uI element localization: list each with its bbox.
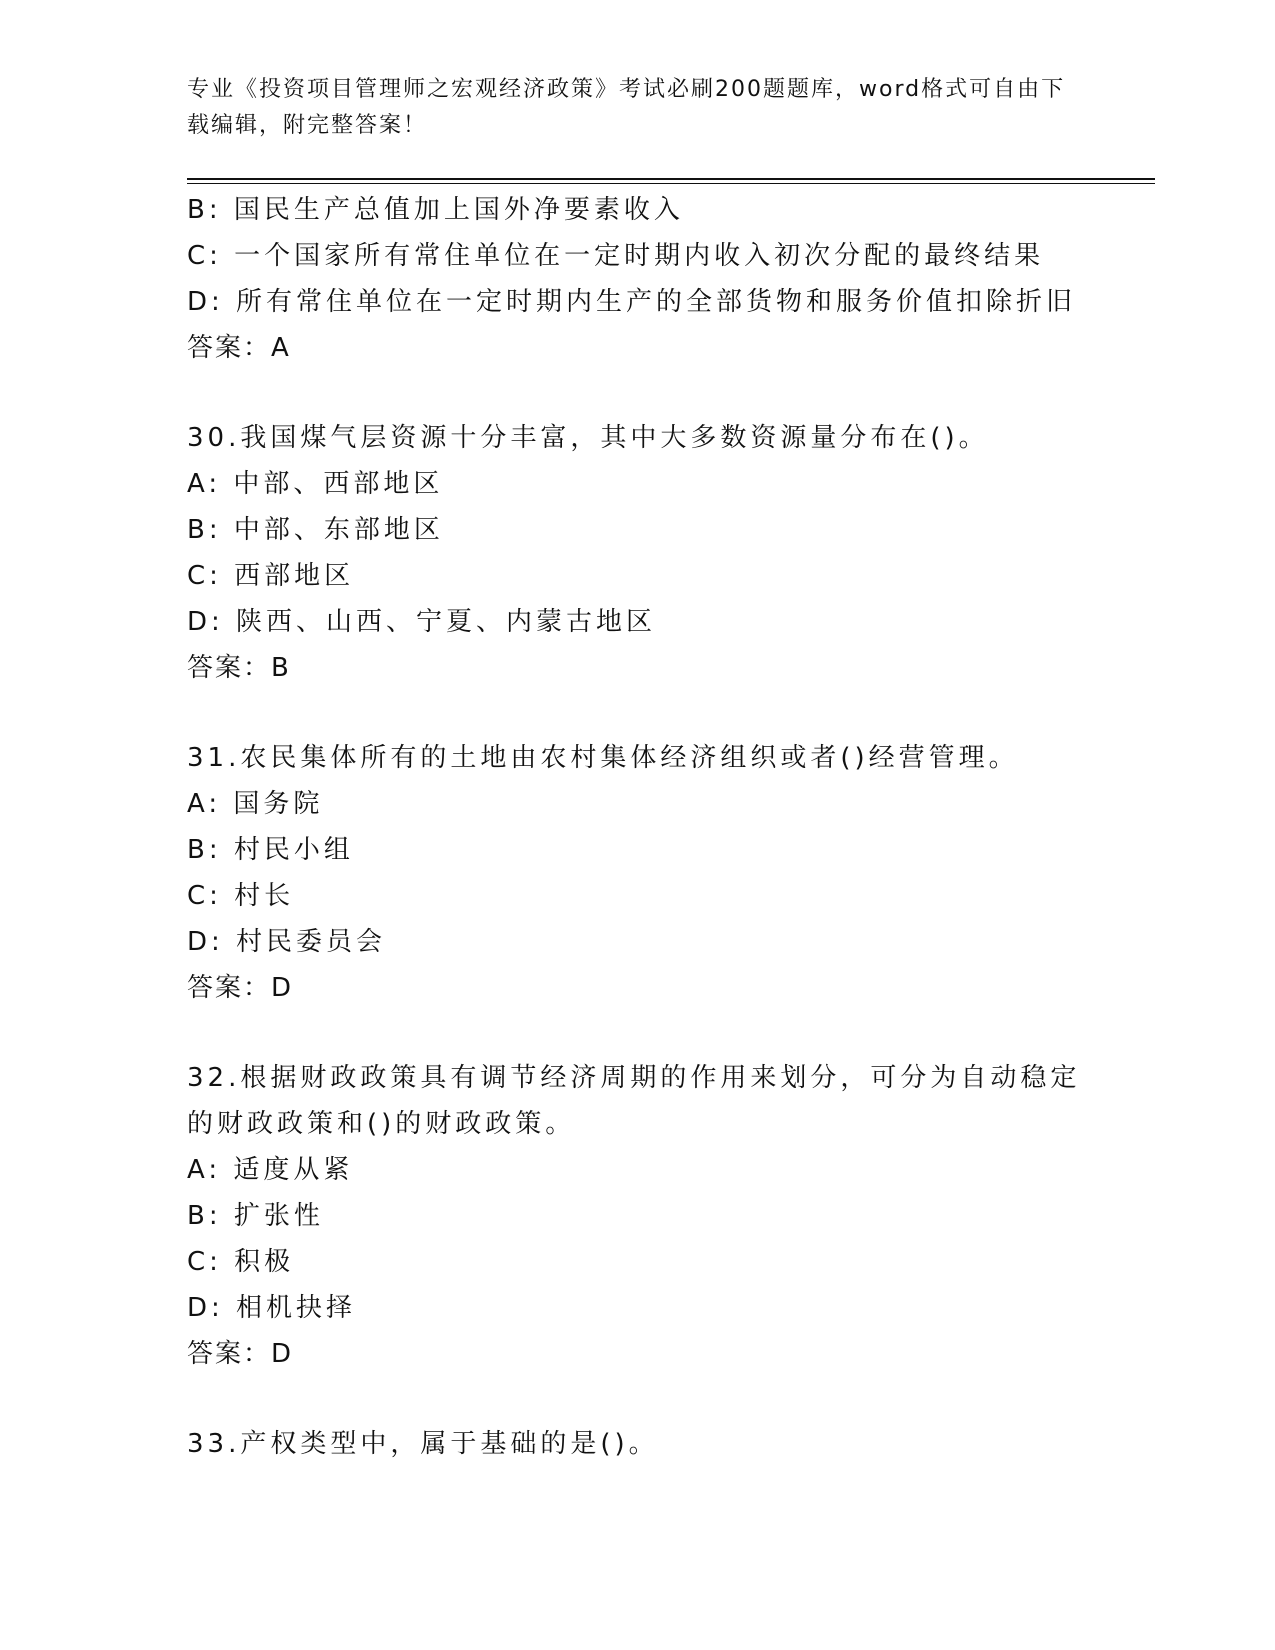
option-b: B: 中部、东部地区	[187, 515, 444, 545]
option-a: A: 适度从紧	[187, 1155, 354, 1185]
document-header: 专业《投资项目管理师之宏观经济政策》考试必刷200题题库，word格式可自由下载编辑，附完整答案！	[187, 77, 1066, 138]
header-rule-thin	[187, 183, 1155, 184]
option-b: B: 扩张性	[187, 1201, 324, 1231]
option-c: C: 西部地区	[187, 561, 355, 591]
question-stem: 30.我国煤气层资源十分丰富，其中大多数资源量分布在()。	[187, 423, 989, 453]
question-stem: 32.根据财政政策具有调节经济周期的作用来划分，可分为自动稳定的财政政策和()的财政政策。	[187, 1063, 1081, 1139]
option-b: B: 村民小组	[187, 835, 354, 865]
answer-line: 答案：A	[187, 333, 291, 363]
question-31	[187, 735, 1147, 1011]
header-rule-thick	[187, 178, 1155, 180]
question-stem: 31.农民集体所有的土地由农村集体经济组织或者()经营管理。	[187, 743, 1019, 773]
option-a: A: 国务院	[187, 789, 324, 819]
answer-line: 答案：D	[187, 1339, 294, 1369]
option-c: C: 村长	[187, 881, 295, 911]
question-29-continued	[187, 187, 1147, 371]
question-33	[187, 1421, 1147, 1467]
option-b: B: 国民生产总值加上国外净要素收入	[187, 195, 684, 225]
answer-line: 答案：D	[187, 973, 294, 1003]
question-32	[187, 1055, 1147, 1377]
answer-line: 答案：B	[187, 653, 291, 683]
option-c: C: 积极	[187, 1247, 295, 1277]
question-content	[187, 187, 1147, 1467]
option-d: D: 所有常住单位在一定时期内生产的全部货物和服务价值扣除折旧	[187, 287, 1077, 317]
option-a: A: 中部、西部地区	[187, 469, 444, 499]
question-30	[187, 415, 1147, 691]
option-d: D: 相机抉择	[187, 1293, 357, 1323]
option-d: D: 村民委员会	[187, 927, 387, 957]
option-d: D: 陕西、山西、宁夏、内蒙古地区	[187, 607, 657, 637]
question-stem: 33.产权类型中，属于基础的是()。	[187, 1429, 659, 1459]
option-c: C: 一个国家所有常住单位在一定时期内收入初次分配的最终结果	[187, 241, 1045, 271]
